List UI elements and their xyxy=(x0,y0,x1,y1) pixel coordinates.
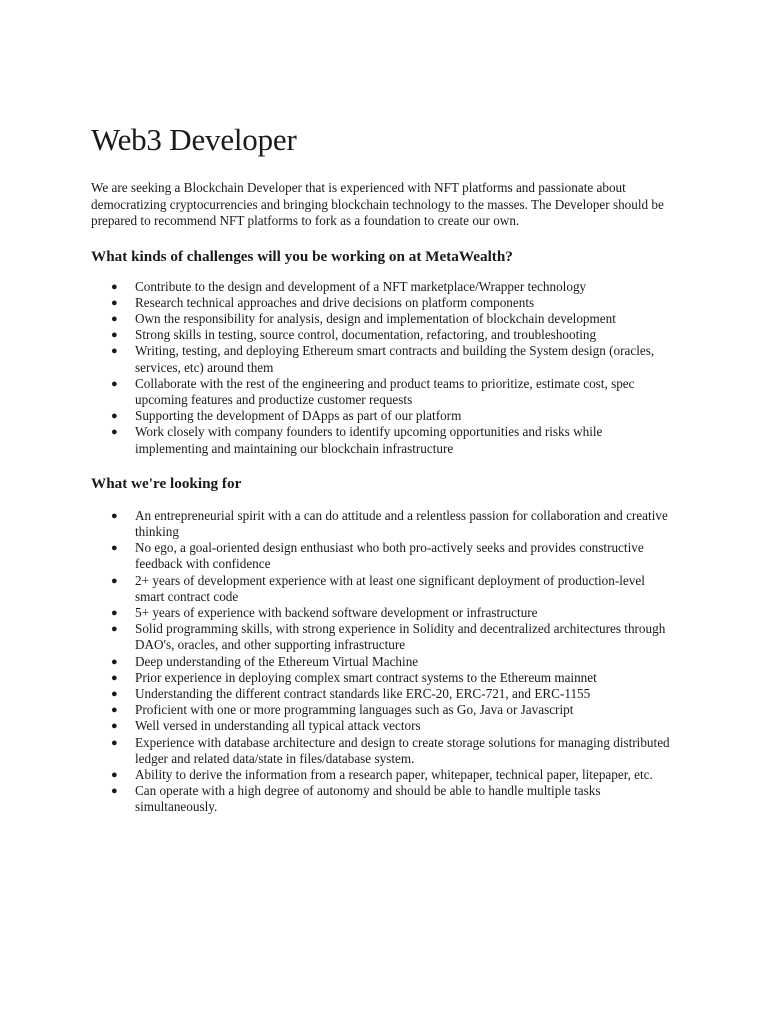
list-item-text: Contribute to the design and development of a NFT marketplace/Wrapper technology xyxy=(135,278,587,294)
list-item-text: Supporting the development of DApps as part of our platform xyxy=(135,408,462,424)
list-item-text: Collaborate with the rest of the engineering and product teams to prioritize, estimate cost, spec upcoming features and productize customer requests xyxy=(135,375,635,407)
document-page xyxy=(91,120,676,816)
bullet-icon: ● xyxy=(111,574,118,587)
list-item xyxy=(91,311,676,327)
list-item xyxy=(91,573,676,605)
list-item-text: Solid programming skills, with strong experience in Solidity and decentralized architectures through DAO's, oracles, and other supporting infrastructure xyxy=(135,621,666,653)
list-item xyxy=(91,686,676,702)
list-item xyxy=(91,670,676,686)
list-item xyxy=(91,783,676,815)
requirements-list xyxy=(91,508,676,816)
bullet-icon: ● xyxy=(111,377,118,390)
bullet-icon: ● xyxy=(111,542,118,555)
list-item xyxy=(91,327,676,343)
list-item xyxy=(91,605,676,621)
list-item-text: Experience with database architecture and design to create storage solutions for managing distributed ledger and related data/state in files/database system. xyxy=(135,734,670,766)
section-heading-challenges: What kinds of challenges will you be working on at MetaWealth? xyxy=(91,247,513,265)
bullet-icon: ● xyxy=(111,785,118,798)
list-item-text: An entrepreneurial spirit with a can do attitude and a relentless passion for collaboration and creative thinking xyxy=(135,507,668,539)
list-item-text: Understanding the different contract standards like ERC-20, ERC-721, and ERC-1155 xyxy=(135,685,591,701)
bullet-icon: ● xyxy=(111,606,118,619)
bullet-icon: ● xyxy=(111,671,118,684)
bullet-icon: ● xyxy=(111,280,118,293)
list-item xyxy=(91,767,676,783)
list-item-text: 2+ years of development experience with at least one significant deployment of production-level smart contract code xyxy=(135,572,645,604)
bullet-icon: ● xyxy=(111,655,118,668)
list-item xyxy=(91,735,676,767)
list-item xyxy=(91,540,676,572)
bullet-icon: ● xyxy=(111,426,118,439)
challenges-list xyxy=(91,279,676,457)
intro-paragraph: We are seeking a Blockchain Developer that is experienced with NFT platforms and passionate about democratizing cryptocurrencies and bringing blockchain technology to the masses. The Developer should be prepared to recommend NFT platforms to fork as a foundation to create our own. xyxy=(91,180,664,228)
list-item-text: Own the responsibility for analysis, design and implementation of blockchain development xyxy=(135,310,616,326)
list-item-text: 5+ years of experience with backend software development or infrastructure xyxy=(135,604,538,620)
list-item xyxy=(91,654,676,670)
bullet-icon: ● xyxy=(111,329,118,342)
bullet-icon: ● xyxy=(111,345,118,358)
list-item-text: No ego, a goal-oriented design enthusiast who both pro-actively seeks and provides constructive feedback with confidence xyxy=(135,540,644,572)
bullet-icon: ● xyxy=(111,687,118,700)
list-item xyxy=(91,424,676,456)
bullet-icon: ● xyxy=(111,736,118,749)
bullet-icon: ● xyxy=(111,704,118,717)
list-item-text: Proficient with one or more programming languages such as Go, Java or Javascript xyxy=(135,702,574,718)
list-item xyxy=(91,621,676,653)
bullet-icon: ● xyxy=(111,410,118,423)
bullet-icon: ● xyxy=(111,312,118,325)
bullet-icon: ● xyxy=(111,623,118,636)
list-item xyxy=(91,295,676,311)
bullet-icon: ● xyxy=(111,768,118,781)
list-item xyxy=(91,408,676,424)
list-item xyxy=(91,508,676,540)
list-item-text: Can operate with a high degree of autonomy and should be able to handle multiple tasks simultaneously. xyxy=(135,783,601,815)
list-item-text: Work closely with company founders to identify upcoming opportunities and risks while implementing and maintaining our blockchain infrastructure xyxy=(135,424,603,456)
list-item-text: Prior experience in deploying complex smart contract systems to the Ethereum mainnet xyxy=(135,669,597,685)
section-heading-looking-for: What we're looking for xyxy=(91,474,242,492)
bullet-icon: ● xyxy=(111,509,118,522)
bullet-icon: ● xyxy=(111,720,118,733)
list-item-text: Strong skills in testing, source control, documentation, refactoring, and troubleshooting xyxy=(135,327,597,343)
bullet-icon: ● xyxy=(111,296,118,309)
list-item xyxy=(91,702,676,718)
list-item-text: Well versed in understanding all typical attack vectors xyxy=(135,718,421,734)
list-item-text: Writing, testing, and deploying Ethereum smart contracts and building the System design (oracles, services, etc) around them xyxy=(135,343,655,375)
list-item xyxy=(91,718,676,734)
list-item-text: Deep understanding of the Ethereum Virtual Machine xyxy=(135,653,419,669)
list-item-text: Research technical approaches and drive decisions on platform components xyxy=(135,294,535,310)
list-item xyxy=(91,376,676,408)
list-item-text: Ability to derive the information from a research paper, whitepaper, technical paper, litepaper, etc. xyxy=(135,766,653,782)
list-item xyxy=(91,343,676,375)
list-item xyxy=(91,279,676,295)
document-title: Web3 Developer xyxy=(91,122,297,157)
